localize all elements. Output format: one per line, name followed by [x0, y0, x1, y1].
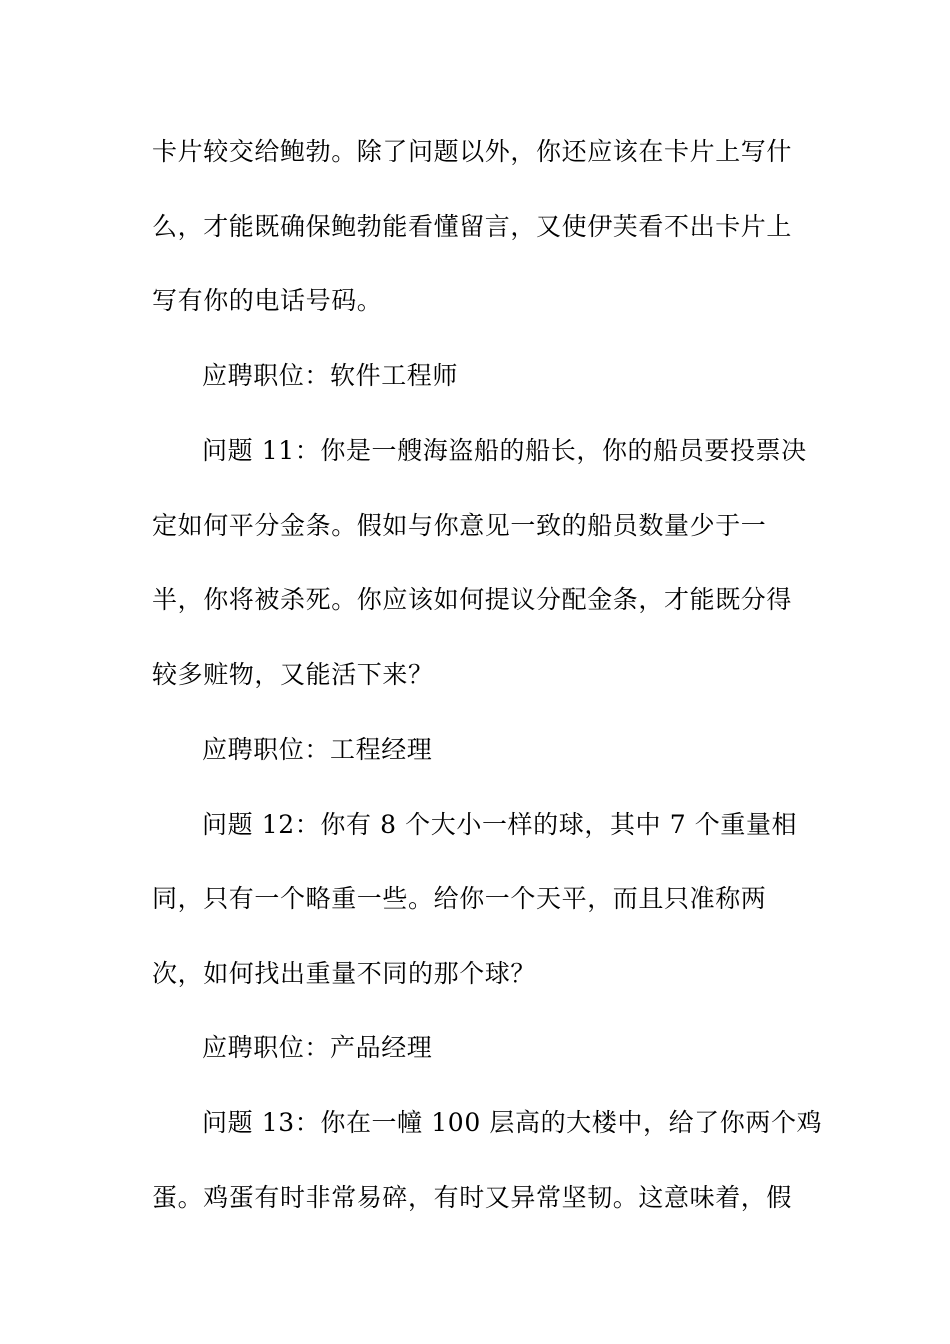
- paragraph-line: 次，如何找出重量不同的那个球？: [152, 959, 537, 988]
- position-heading: 应聘职位：软件工程师: [202, 361, 459, 390]
- paragraph-line: 半，你将被杀死。你应该如何提议分配金条，才能既分得: [152, 585, 793, 614]
- paragraph-line: 蛋。鸡蛋有时非常易碎，有时又异常坚韧。这意味着，假: [152, 1183, 793, 1212]
- position-heading: 应聘职位：工程经理: [202, 735, 433, 764]
- paragraph-line: 么，才能既确保鲍勃能看懂留言，又使伊芙看不出卡片上: [152, 212, 793, 241]
- paragraph-line: 定如何平分金条。假如与你意见一致的船员数量少于一: [152, 511, 767, 540]
- paragraph-line: 较多赃物，又能活下来？: [152, 660, 434, 689]
- paragraph-line: 同，只有一个略重一些。给你一个天平，而且只准称两: [152, 884, 767, 913]
- question-line: 问题 12：你有 8 个大小一样的球，其中 7 个重量相: [202, 810, 798, 839]
- question-line: 问题 11：你是一艘海盗船的船长，你的船员要投票决: [202, 436, 807, 465]
- paragraph-line: 写有你的电话号码。: [152, 286, 383, 315]
- paragraph-line: 卡片较交给鲍勃。除了问题以外，你还应该在卡片上写什: [152, 137, 793, 166]
- question-line: 问题 13：你在一幢 100 层高的大楼中，给了你两个鸡: [202, 1108, 823, 1137]
- position-heading: 应聘职位：产品经理: [202, 1033, 433, 1062]
